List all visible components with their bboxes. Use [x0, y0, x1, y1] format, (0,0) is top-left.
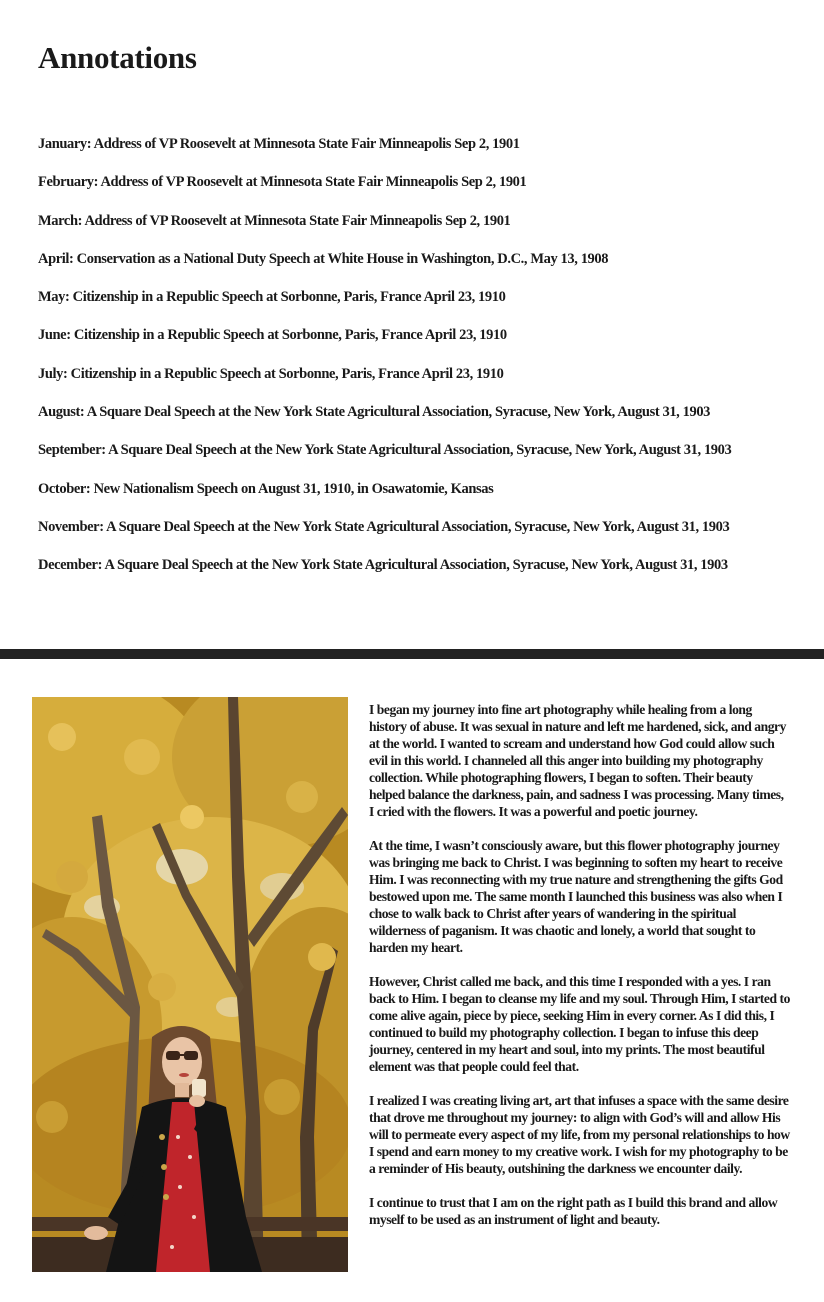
annotation-july: July: Citizenship in a Republic Speech at Sorbonne, Paris, France April 23, 1910	[38, 365, 504, 382]
story-paragraph-4: I realized I was creating living art, art that infuses a space with the same desire that drove me throughout my journey: to align with God’s will and allow His will to permeate every aspect of my life, from my personal relationships to how I spend and earn money to my creative work. I wish for my photography to be a reminder of His beauty, outshining the darkness we encounter daily.	[369, 1093, 790, 1176]
annotation-september: September: A Square Deal Speech at the New York State Agricultural Association, Syracuse, New York, August 31, 1903	[38, 442, 732, 459]
annotation-may: May: Citizenship in a Republic Speech at Sorbonne, Paris, France April 23, 1910	[38, 289, 506, 306]
story-paragraph-5: I continue to trust that I am on the right path as I build this brand and allow myself to be used as an instrument of light and beauty.	[369, 1195, 778, 1227]
annotation-february: February: Address of VP Roosevelt at Minnesota State Fair Minneapolis Sep 2, 1901	[38, 174, 527, 191]
annotation-january: January: Address of VP Roosevelt at Minnesota State Fair Minneapolis Sep 2, 1901	[38, 136, 520, 152]
section-divider	[0, 649, 824, 659]
portrait-photo	[32, 697, 348, 1272]
story-text	[369, 701, 791, 1245]
annotation-march: March: Address of VP Roosevelt at Minnesota State Fair Minneapolis Sep 2, 1901	[38, 212, 511, 229]
story-paragraph-1: I began my journey into fine art photography while healing from a long history of abuse. It was sexual in nature and left me hardened, sick, and angry at the world. I wanted to scream and understand how God could allow such evil in this world. I channeled all this anger into building my photography collection. While photographing flowers, I began to soften. Their beauty helped balance the darkness, pain, and sadness I was processing. Many times, I cried with the flowers. It was a powerful and poetic journey.	[369, 702, 786, 819]
annotation-october: October: New Nationalism Speech on August 31, 1910, in Osawatomie, Kansas	[38, 480, 494, 497]
annotation-august: August: A Square Deal Speech at the New York State Agricultural Association, Syracuse, New York, August 31, 1903	[38, 404, 711, 421]
story-paragraph-2: At the time, I wasn’t consciously aware, but this flower photography journey was bringing me back to Christ. I was beginning to soften my heart to receive Him. I was reconnecting with my true nature and strengthening the gifts God bestowed upon me. The same month I launched this business was also when I chose to walk back to Christ after years of wandering in the spiritual wilderness of paganism. It was chaotic and lonely, a world that sought to harden my heart.	[369, 838, 783, 955]
annotations-list	[38, 134, 818, 594]
annotation-april: April: Conservation as a National Duty Speech at White House in Washington, D.C., May 13, 1908	[38, 250, 609, 267]
story-paragraph-3: However, Christ called me back, and this time I responded with a yes. I ran back to Him. I began to cleanse my life and my soul. Through Him, I started to come alive again, piece by piece, seeking Him in every corner. As I did this, I continued to build my photography collection. I began to infuse this deep journey, centered in my heart and soul, into my prints. The most beautiful element was that people could feel that.	[369, 974, 790, 1074]
annotation-june: June: Citizenship in a Republic Speech at Sorbonne, Paris, France April 23, 1910	[38, 327, 507, 344]
page-title: Annotations	[38, 40, 197, 75]
annotation-november: November: A Square Deal Speech at the New York State Agricultural Association, Syracuse, New York, August 31, 1903	[38, 518, 730, 535]
annotation-december: December: A Square Deal Speech at the New York State Agricultural Association, Syracuse, New York, August 31, 1903	[38, 557, 728, 574]
